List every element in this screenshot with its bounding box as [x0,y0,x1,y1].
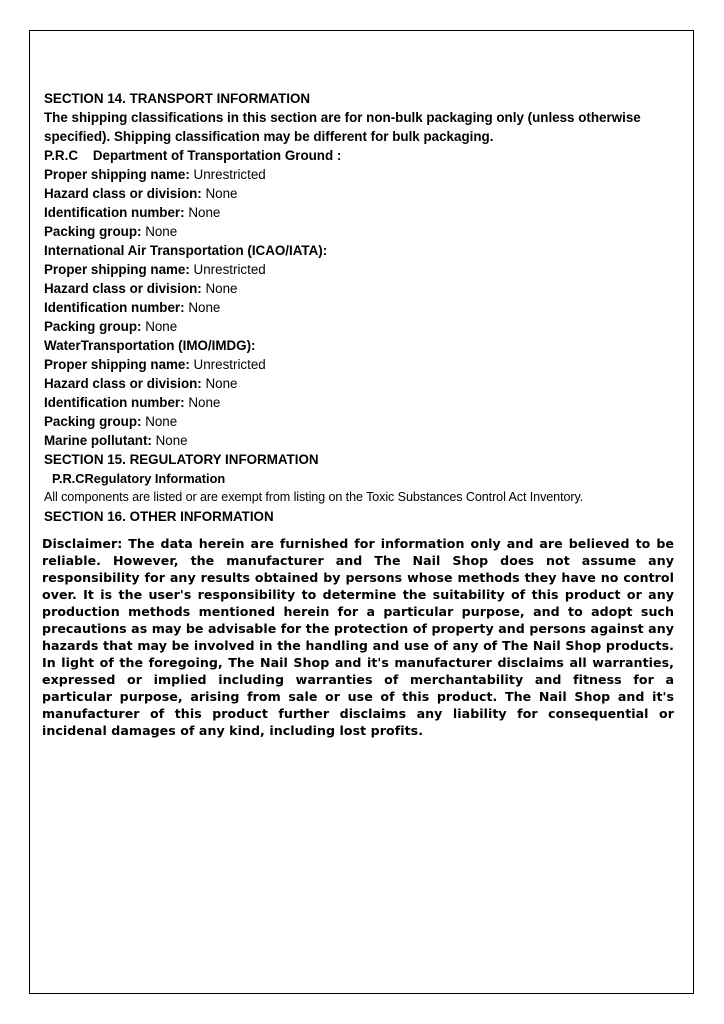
water-row [44,412,694,431]
field-label: Marine pollutant: [44,433,152,448]
field-value: Unrestricted [189,262,266,277]
air-row [44,317,694,336]
field-value: Unrestricted [189,167,266,182]
field-label: Packing group: [44,224,142,239]
ground-row [44,203,694,222]
field-value: None [151,433,188,448]
field-value: None [184,395,221,410]
field-label: Hazard class or division: [44,281,202,296]
field-value: None [201,281,238,296]
air-row [44,279,694,298]
section-14-heading: SECTION 14. TRANSPORT INFORMATION [44,91,311,106]
regulatory-subheading: P.R.CRegulatory Information [52,471,226,486]
ground-row [44,165,694,184]
field-label: Packing group: [44,319,142,334]
section-14-intro: The shipping classifications in this section are for non-bulk packaging only (unless otherwise specified). Shipping classification may be different for bulk packaging. [44,110,641,144]
disclaimer-text: Disclaimer: The data herein are furnished for information only and are believed to be reliable. However, the manufacturer and The Nail Shop does not assume any responsibility for any results obtained by persons whose methods they have no control over. It is the user's responsibility to determine the suitability of this product or any production methods mentioned herein for a particular purpose, and to adopt such precautions as may be advisable for the protection of property and persons against any hazards that may be involved in the handling and use of any of The Nail Shop products. In light of the foregoing, The Nail Shop and it's manufacturer disclaims all warranties, expressed or implied including warranties of merchantability and fitness for a particular purpose, arising from sale or use of this product. The Nail Shop and it's manufacturer of this product further disclaims any liability for consequential or incidenal damages of any kind, including lost profits. [42,536,674,738]
air-row [44,298,694,317]
field-label: Packing group: [44,414,142,429]
ground-transport-title: P.R.C Department of Transportation Ground : [44,148,342,163]
water-row [44,374,694,393]
field-value: None [184,300,221,315]
air-transport-title: International Air Transportation (ICAO/IATA): [44,243,328,258]
water-transport-title: WaterTransportation (IMO/IMDG): [44,338,256,353]
field-label: Identification number: [44,395,185,410]
ground-row [44,222,694,241]
field-label: Hazard class or division: [44,186,202,201]
field-label: Proper shipping name: [44,262,190,277]
field-value: None [184,205,221,220]
field-value: None [141,319,178,334]
water-row [44,431,694,450]
water-row [44,393,694,412]
air-row [44,260,694,279]
field-label: Proper shipping name: [44,167,190,182]
regulatory-text: All components are listed or are exempt from listing on the Toxic Substances Control Act Inventory. [44,490,584,504]
section-15-heading: SECTION 15. REGULATORY INFORMATION [44,452,319,467]
field-label: Proper shipping name: [44,357,190,372]
field-label: Identification number: [44,205,185,220]
field-value: None [201,186,238,201]
water-row [44,355,694,374]
field-value: None [141,224,178,239]
field-value: None [141,414,178,429]
ground-row [44,184,694,203]
field-label: Hazard class or division: [44,376,202,391]
document-content [44,89,694,526]
field-label: Identification number: [44,300,185,315]
section-16-heading: SECTION 16. OTHER INFORMATION [44,509,274,524]
field-value: Unrestricted [189,357,266,372]
field-value: None [201,376,238,391]
